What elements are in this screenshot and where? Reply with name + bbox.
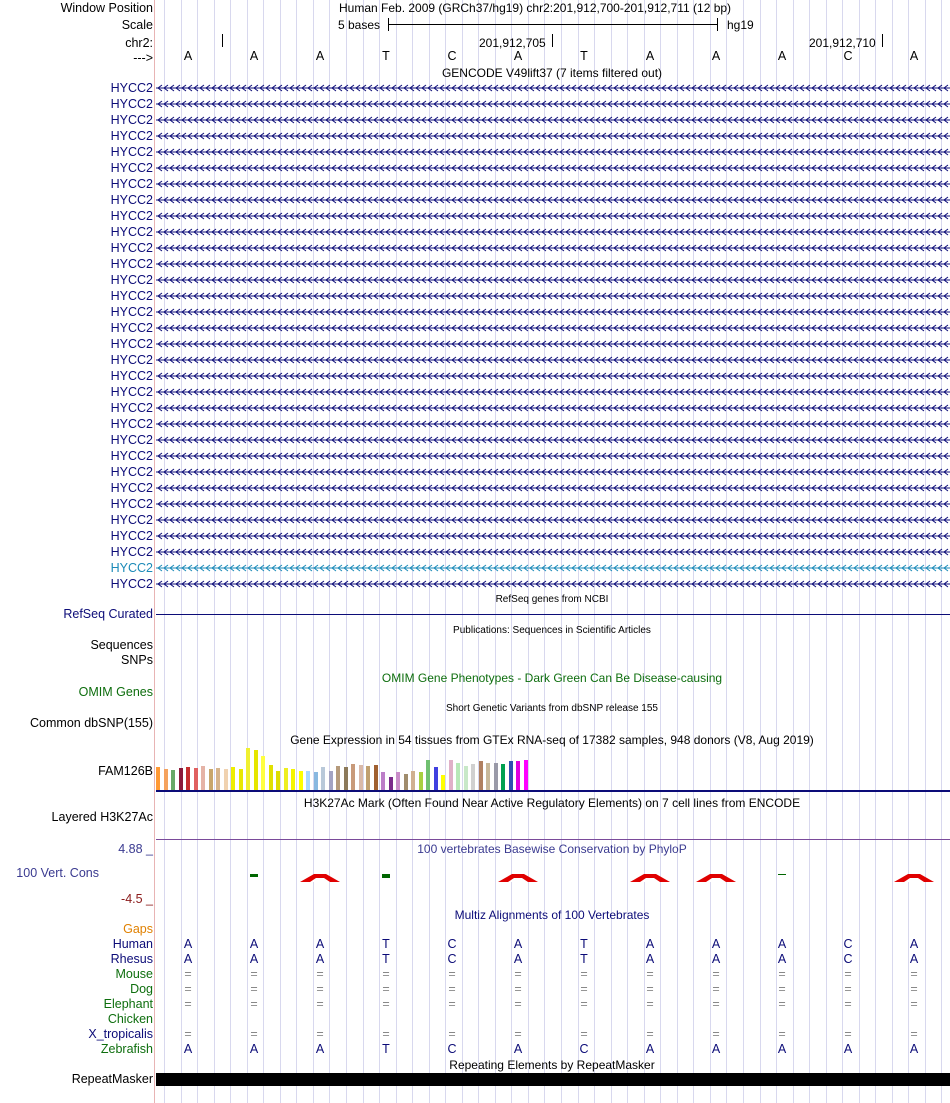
aligned-base: A (645, 1042, 655, 1056)
gtex-tissue-bar[interactable] (441, 775, 445, 790)
gtex-tissue-bar[interactable] (224, 769, 228, 790)
gtex-tissue-bar[interactable] (494, 763, 498, 790)
gtex-baseline (156, 790, 950, 792)
aligned-base: A (315, 937, 325, 951)
gencode-track-title: GENCODE V49lift37 (7 items filtered out) (441, 66, 663, 80)
transcript-line[interactable] (156, 468, 950, 476)
scale-bar-right-tick (717, 18, 718, 31)
aligned-base: = (184, 967, 192, 981)
gtex-tissue-bar[interactable] (351, 764, 355, 790)
aligned-base: C (447, 1042, 457, 1056)
transcript-line[interactable] (156, 420, 950, 428)
aligned-base: T (382, 952, 390, 966)
gene-label-hycc2[interactable]: HYCC2 (110, 129, 153, 143)
aligned-base: = (778, 997, 786, 1011)
position-tick-2 (882, 34, 883, 47)
gene-label-hycc2[interactable]: HYCC2 (110, 241, 153, 255)
track-labels-column (0, 0, 153, 1103)
aligned-base: = (844, 1027, 852, 1041)
species-label[interactable]: X_tropicalis (88, 1027, 153, 1041)
aligned-base: C (843, 937, 853, 951)
aligned-base: = (646, 967, 654, 981)
browser-image[interactable] (156, 0, 950, 1103)
repeatmasker-track-title: Repeating Elements by RepeatMasker (449, 1058, 655, 1072)
aligned-base: A (513, 937, 523, 951)
aligned-base: A (711, 1042, 721, 1056)
aligned-base: T (580, 937, 588, 951)
repeatmasker-element-bar[interactable] (156, 1073, 950, 1086)
gene-label-hycc2[interactable]: HYCC2 (110, 417, 153, 431)
gene-label-hycc2[interactable]: HYCC2 (110, 529, 153, 543)
aligned-base: C (447, 937, 457, 951)
gene-label-hycc2[interactable]: HYCC2 (110, 97, 153, 111)
sequences-track-label[interactable]: Sequences (90, 638, 153, 652)
aligned-base: C (579, 1042, 589, 1056)
gene-label-hycc2[interactable]: HYCC2 (110, 289, 153, 303)
aligned-base: = (382, 997, 390, 1011)
position-tick-0 (222, 34, 223, 47)
aligned-base: A (645, 937, 655, 951)
aligned-base: A (777, 952, 787, 966)
gtex-tissue-bar[interactable] (486, 763, 490, 790)
gene-label-hycc2[interactable]: HYCC2 (110, 273, 153, 287)
gtex-tissue-bar[interactable] (411, 771, 415, 790)
gtex-tissue-bar[interactable] (456, 763, 460, 790)
gene-label-hycc2[interactable]: HYCC2 (110, 545, 153, 559)
gene-label-hycc2[interactable]: HYCC2 (110, 481, 153, 495)
transcript-line[interactable] (156, 84, 950, 92)
aligned-base: = (448, 1027, 456, 1041)
aligned-base: = (184, 997, 192, 1011)
transcript-line[interactable] (156, 276, 950, 284)
transcript-line[interactable] (156, 532, 950, 540)
gene-label-hycc2[interactable]: HYCC2 (110, 401, 153, 415)
gtex-tissue-bar[interactable] (156, 767, 160, 790)
transcript-line[interactable] (156, 180, 950, 188)
gene-label-hycc2[interactable]: HYCC2 (110, 385, 153, 399)
refseq-track-label[interactable]: RefSeq Curated (63, 607, 153, 621)
transcript-line[interactable] (156, 148, 950, 156)
aligned-base: A (843, 1042, 853, 1056)
gtex-tissue-bar[interactable] (216, 768, 220, 790)
gtex-tissue-bar[interactable] (434, 767, 438, 790)
aligned-base: = (514, 1027, 522, 1041)
gtex-tissue-bar[interactable] (164, 769, 168, 790)
aligned-base: = (184, 1027, 192, 1041)
gtex-tissue-bar[interactable] (344, 767, 348, 790)
gtex-tissue-bar[interactable] (366, 766, 370, 790)
aligned-base: A (513, 1042, 523, 1056)
transcript-line[interactable] (156, 164, 950, 172)
repeatmasker-track-label[interactable]: RepeatMasker (71, 1072, 153, 1086)
reference-base: A (711, 49, 721, 63)
transcript-line[interactable] (156, 404, 950, 412)
gtex-tissue-bar[interactable] (336, 766, 340, 790)
phylop-conservation-plot[interactable] (156, 858, 950, 898)
multiz-track-title: Multiz Alignments of 100 Vertebrates (454, 908, 650, 922)
gtex-tissue-bar[interactable] (509, 761, 513, 790)
aligned-base: A (249, 1042, 259, 1056)
species-label[interactable]: Chicken (107, 1012, 153, 1026)
gtex-tissue-bar[interactable] (284, 768, 288, 790)
chrom-label: chr2: (125, 36, 153, 50)
species-label[interactable]: Mouse (115, 967, 153, 981)
snps-track-label[interactable]: SNPs (121, 653, 153, 667)
scale-bases-text: 5 bases (338, 18, 381, 32)
aligned-base: A (909, 1042, 919, 1056)
reference-base: T (580, 49, 588, 63)
reference-base: A (513, 49, 523, 63)
aligned-base: T (382, 1042, 390, 1056)
gtex-tissue-bar[interactable] (321, 767, 325, 790)
gene-label-hycc2[interactable]: HYCC2 (110, 465, 153, 479)
gtex-gene-label[interactable]: FAM126B (98, 764, 153, 778)
transcript-line[interactable] (156, 260, 950, 268)
transcript-line[interactable] (156, 212, 950, 220)
transcript-line[interactable] (156, 580, 950, 588)
gene-label-hycc2[interactable]: HYCC2 (110, 577, 153, 591)
h3k27ac-track-title: H3K27Ac Mark (Often Found Near Active Regulatory Elements) on 7 cell lines from ENCODE (303, 796, 801, 810)
aligned-base: C (447, 952, 457, 966)
phylop-track-title: 100 vertebrates Basewise Conservation by PhyloP (417, 842, 687, 856)
reference-base: C (843, 49, 853, 63)
gene-label-hycc2[interactable]: HYCC2 (110, 161, 153, 175)
transcript-line[interactable] (156, 100, 950, 108)
gene-label-hycc2[interactable]: HYCC2 (110, 177, 153, 191)
refseq-gene-line[interactable] (156, 614, 950, 615)
aligned-base: = (910, 997, 918, 1011)
gtex-bar-chart[interactable] (156, 748, 536, 790)
aligned-base: A (315, 952, 325, 966)
aligned-base: = (184, 982, 192, 996)
gene-label-hycc2[interactable]: HYCC2 (110, 113, 153, 127)
aligned-base: = (316, 1027, 324, 1041)
aligned-base: = (250, 997, 258, 1011)
gene-label-hycc2[interactable]: HYCC2 (110, 81, 153, 95)
transcript-line[interactable] (156, 196, 950, 204)
transcript-line[interactable] (156, 292, 950, 300)
transcript-line[interactable] (156, 436, 950, 444)
aligned-base: A (777, 937, 787, 951)
aligned-base: A (513, 952, 523, 966)
aligned-base: A (249, 937, 259, 951)
phylop-negative-bar[interactable] (778, 874, 786, 875)
gtex-tissue-bar[interactable] (314, 772, 318, 790)
transcript-line[interactable] (156, 324, 950, 332)
transcript-line[interactable] (156, 244, 950, 252)
aligned-base: = (250, 967, 258, 981)
gtex-tissue-bar[interactable] (246, 748, 250, 790)
gene-label-hycc2[interactable]: HYCC2 (110, 433, 153, 447)
phylop-negative-bar[interactable] (250, 874, 258, 877)
gtex-tissue-bar[interactable] (276, 771, 280, 790)
dbsnp-track-label[interactable]: Common dbSNP(155) (30, 716, 153, 730)
dbsnp-track-title: Short Genetic Variants from dbSNP release 155 (446, 703, 658, 714)
transcript-line[interactable] (156, 452, 950, 460)
aligned-base: = (580, 982, 588, 996)
gene-label-hycc2[interactable]: HYCC2 (110, 145, 153, 159)
gene-label-hycc2[interactable]: HYCC2 (110, 225, 153, 239)
position-tick-1 (552, 34, 553, 47)
phylop-max-label: 4.88 _ (118, 842, 153, 856)
strand-label: ---> (133, 51, 153, 65)
gaps-track-label[interactable]: Gaps (123, 922, 153, 936)
scale-bar-left-tick (388, 18, 389, 31)
gtex-tissue-bar[interactable] (291, 769, 295, 790)
gene-label-hycc2[interactable]: HYCC2 (110, 513, 153, 527)
aligned-base: = (844, 997, 852, 1011)
transcript-line[interactable] (156, 228, 950, 236)
gtex-tissue-bar[interactable] (261, 756, 265, 790)
aligned-base: = (514, 997, 522, 1011)
transcript-line[interactable] (156, 372, 950, 380)
aligned-base: = (250, 982, 258, 996)
aligned-base: = (712, 997, 720, 1011)
aligned-base: A (909, 937, 919, 951)
gene-label-hycc2[interactable]: HYCC2 (110, 369, 153, 383)
reference-base: A (183, 49, 193, 63)
aligned-base: = (514, 982, 522, 996)
aligned-base: = (712, 967, 720, 981)
aligned-base: = (646, 1027, 654, 1041)
aligned-base: = (778, 967, 786, 981)
aligned-base: A (909, 952, 919, 966)
scale-bar (388, 24, 718, 25)
gtex-tissue-bar[interactable] (464, 766, 468, 790)
reference-base: A (315, 49, 325, 63)
gene-label-hycc2[interactable]: HYCC2 (110, 193, 153, 207)
aligned-base: A (315, 1042, 325, 1056)
gtex-tissue-bar[interactable] (479, 761, 483, 790)
aligned-base: = (580, 1027, 588, 1041)
aligned-base: = (778, 982, 786, 996)
species-label[interactable]: Elephant (103, 997, 153, 1011)
aligned-base: = (910, 1027, 918, 1041)
position-tick-label-1: 201,912,705 (479, 36, 546, 50)
gtex-tissue-bar[interactable] (501, 764, 505, 790)
aligned-base: = (844, 967, 852, 981)
reference-base: A (909, 49, 919, 63)
aligned-base: = (712, 1027, 720, 1041)
gtex-tissue-bar[interactable] (269, 765, 273, 790)
aligned-base: A (183, 952, 193, 966)
gtex-tissue-bar[interactable] (524, 760, 528, 790)
species-label[interactable]: Human (112, 937, 153, 951)
aligned-base: A (249, 952, 259, 966)
aligned-base: T (382, 937, 390, 951)
aligned-base: = (712, 982, 720, 996)
gene-label-hycc2[interactable]: HYCC2 (110, 305, 153, 319)
gene-label-hycc2[interactable]: HYCC2 (110, 321, 153, 335)
transcript-line[interactable] (156, 548, 950, 556)
aligned-base: = (910, 967, 918, 981)
window-position-label: Window Position (60, 1, 153, 15)
aligned-base: = (382, 982, 390, 996)
transcript-line[interactable] (156, 564, 950, 572)
gtex-tissue-bar[interactable] (201, 766, 205, 790)
gtex-tissue-bar[interactable] (374, 765, 378, 790)
aligned-base: = (316, 967, 324, 981)
aligned-base: = (382, 1027, 390, 1041)
gtex-tissue-bar[interactable] (171, 770, 175, 790)
gtex-tissue-bar[interactable] (359, 765, 363, 790)
aligned-base: = (250, 1027, 258, 1041)
aligned-base: = (844, 982, 852, 996)
gtex-tissue-bar[interactable] (381, 772, 385, 790)
h3k27ac-track-label[interactable]: Layered H3K27Ac (51, 810, 153, 824)
gtex-tissue-bar[interactable] (194, 768, 198, 790)
aligned-base: = (316, 997, 324, 1011)
transcript-line[interactable] (156, 116, 950, 124)
gtex-tissue-bar[interactable] (419, 772, 423, 790)
transcript-line[interactable] (156, 516, 950, 524)
gtex-tissue-bar[interactable] (396, 772, 400, 790)
aligned-base: = (316, 982, 324, 996)
gtex-tissue-bar[interactable] (449, 760, 453, 790)
gene-label-hycc2[interactable]: HYCC2 (110, 449, 153, 463)
aligned-base: A (711, 937, 721, 951)
gtex-tissue-bar[interactable] (239, 769, 243, 790)
gene-label-hycc2[interactable]: HYCC2 (110, 561, 153, 575)
gtex-tissue-bar[interactable] (426, 760, 430, 790)
transcript-line[interactable] (156, 340, 950, 348)
aligned-base: = (910, 982, 918, 996)
position-tick-label-2: 201,912,710 (809, 36, 876, 50)
omim-track-title: OMIM Gene Phenotypes - Dark Green Can Be Disease-causing (381, 671, 723, 685)
gene-label-hycc2[interactable]: HYCC2 (110, 209, 153, 223)
aligned-base: = (778, 1027, 786, 1041)
gene-label-hycc2[interactable]: HYCC2 (110, 497, 153, 511)
transcript-line[interactable] (156, 356, 950, 364)
reference-base: A (645, 49, 655, 63)
assembly-position-text: Human Feb. 2009 (GRCh37/hg19) chr2:201,912,700-201,912,711 (12 bp) (339, 1, 732, 15)
publications-track-title: Publications: Sequences in Scientific Articles (453, 625, 651, 636)
gtex-tissue-bar[interactable] (471, 764, 475, 790)
reference-base: C (447, 49, 457, 63)
gtex-tissue-bar[interactable] (329, 771, 333, 790)
gtex-tissue-bar[interactable] (306, 771, 310, 790)
transcript-line[interactable] (156, 308, 950, 316)
aligned-base: = (580, 997, 588, 1011)
aligned-base: = (580, 967, 588, 981)
gtex-tissue-bar[interactable] (404, 774, 408, 790)
aligned-base: = (448, 997, 456, 1011)
gtex-tissue-bar[interactable] (516, 761, 520, 790)
species-label[interactable]: Zebrafish (100, 1042, 153, 1056)
aligned-base: C (843, 952, 853, 966)
aligned-base: = (646, 997, 654, 1011)
transcript-line[interactable] (156, 132, 950, 140)
gtex-track-title: Gene Expression in 54 tissues from GTEx RNA-seq of 17382 samples, 948 donors (V8, Aug 2019) (290, 733, 814, 747)
gtex-tissue-bar[interactable] (186, 767, 190, 790)
h3k27ac-signal-line (156, 839, 950, 840)
gtex-tissue-bar[interactable] (254, 750, 258, 790)
gene-label-hycc2[interactable]: HYCC2 (110, 337, 153, 351)
gtex-tissue-bar[interactable] (231, 767, 235, 790)
species-label[interactable]: Rhesus (110, 952, 153, 966)
omim-track-label[interactable]: OMIM Genes (78, 685, 153, 699)
aligned-base: T (580, 952, 588, 966)
phylop-min-label: -4.5 _ (121, 892, 153, 906)
gtex-tissue-bar[interactable] (209, 769, 213, 790)
aligned-base: = (448, 967, 456, 981)
aligned-base: = (382, 967, 390, 981)
panel-separator (154, 0, 155, 1103)
phylop-track-label[interactable]: 100 Vert. Cons (16, 866, 99, 880)
aligned-base: = (448, 982, 456, 996)
gene-label-hycc2[interactable]: HYCC2 (110, 353, 153, 367)
aligned-base: A (645, 952, 655, 966)
species-label[interactable]: Dog (130, 982, 153, 996)
aligned-base: A (711, 952, 721, 966)
reference-base: A (777, 49, 787, 63)
refseq-track-title: RefSeq genes from NCBI (495, 594, 609, 605)
reference-base: A (249, 49, 259, 63)
scale-label: Scale (121, 18, 153, 32)
aligned-base: A (183, 937, 193, 951)
gtex-tissue-bar[interactable] (299, 771, 303, 790)
reference-base: T (382, 49, 390, 63)
aligned-base: = (646, 982, 654, 996)
transcript-line[interactable] (156, 388, 950, 396)
aligned-base: = (514, 967, 522, 981)
db-label: hg19 (727, 18, 754, 32)
phylop-negative-bar[interactable] (382, 874, 390, 878)
transcript-line[interactable] (156, 500, 950, 508)
aligned-base: A (777, 1042, 787, 1056)
aligned-base: A (183, 1042, 193, 1056)
gtex-tissue-bar[interactable] (179, 768, 183, 790)
gene-label-hycc2[interactable]: HYCC2 (110, 257, 153, 271)
gtex-tissue-bar[interactable] (389, 777, 393, 790)
transcript-line[interactable] (156, 484, 950, 492)
